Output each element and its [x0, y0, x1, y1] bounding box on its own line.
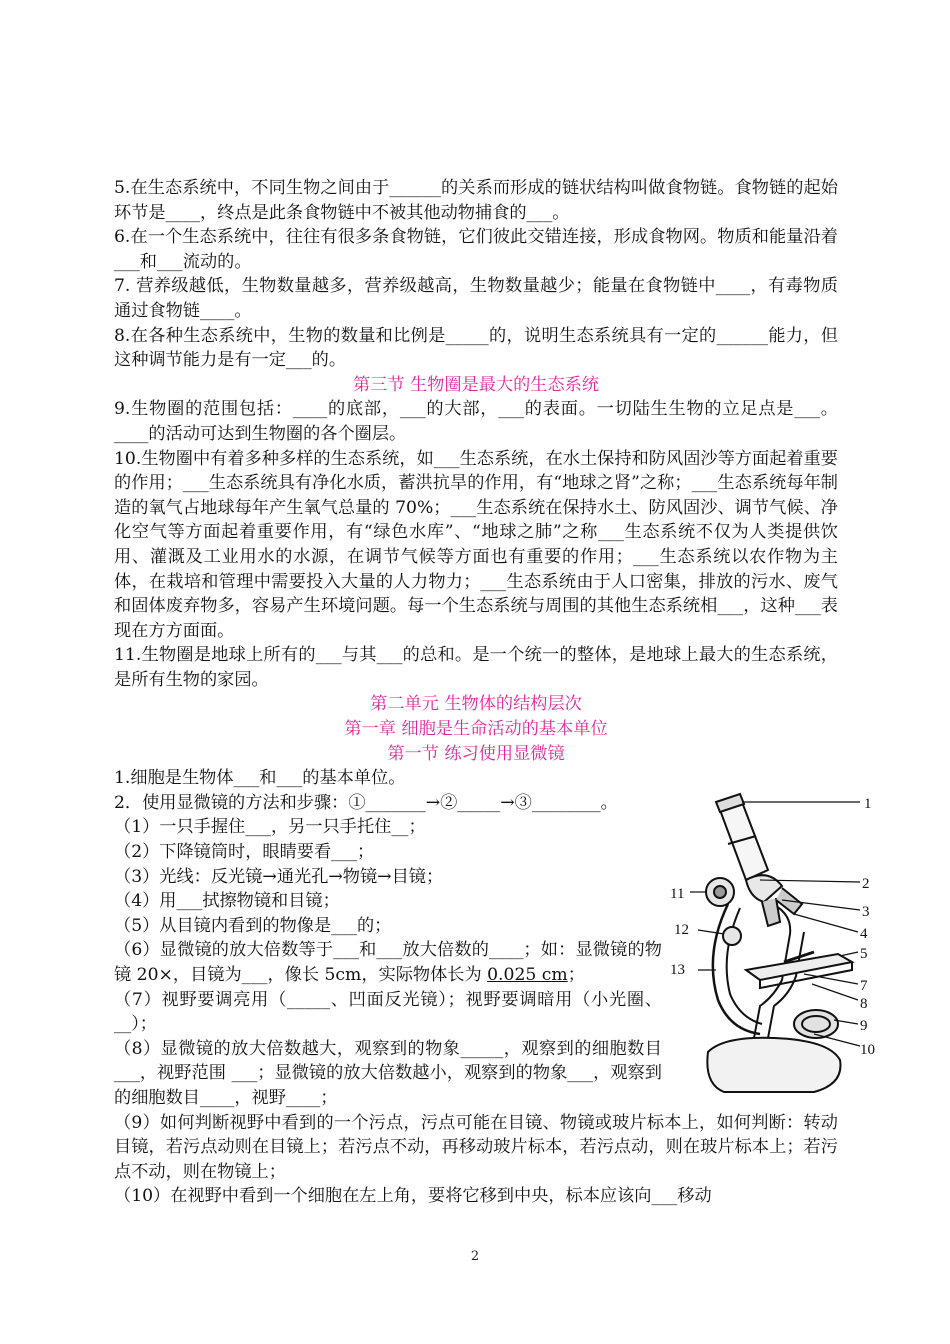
- figure-label-5: 5: [860, 946, 868, 962]
- step-1: （1）一只手握住___，另一只手托住__；: [114, 817, 426, 838]
- figure-label-4: 4: [860, 926, 868, 942]
- figure-label-1: 1: [864, 796, 872, 812]
- question-10: 10.生物圈中有着多种多样的生态系统，如___生态系统，在水土保持和防风固沙等方面起着重要的作用；___生态系统具有净化水质，蓄洪抗旱的作用，有“地球之肾”之称；___生态系统每年制造的氧气占地球每年产生氧气总量的 70%；___生态系统在保持水土、防风固沙、调节气候、净化空气等方面起着重要作用，有“绿色水库”、“地球之肺”之称___生态系统不仅为人类提供饮用、灌溉及工业用水的水源，在调节气候等方面也有重要的作用；___生态系统以农作物为主体，在栽培和管理中需要投入大量的人力物力；___生态系统由于人口密集，排放的污水、废气和固体废弃物多，容易产生环境问题。每一个生态系统与周围的其他生态系统相___，这种___表现在方方面面。: [114, 448, 838, 641]
- unit-heading: 第二单元 生物体的结构层次: [370, 694, 582, 715]
- step-4: （4）用___拭擦物镜和目镜；: [114, 891, 340, 912]
- figure-label-10: 10: [860, 1042, 875, 1058]
- question-5: 5.在生态系统中，不同生物之间由于______的关系而形成的链状结构叫做食物链。食物链的起始环节是____，终点是此条食物链中不被其他动物捕食的___。: [114, 178, 838, 223]
- figure-label-3: 3: [862, 904, 870, 920]
- figure-label-9: 9: [860, 1018, 868, 1034]
- step-8: （8）显微镜的放大倍数越大，观察到的物象_____，观察到的细胞数目___，视野范围 ___；显微镜的放大倍数越小，观察到的物象___，观察到的细胞数目____，视野____；: [114, 1038, 662, 1108]
- section-heading-3: 第三节 生物圈是最大的生态系统: [352, 374, 600, 395]
- step-6-answer: 0.025 cm: [487, 965, 568, 985]
- step-6: [114, 938, 662, 987]
- question-1: 1.细胞是生物体___和___的基本单位。: [114, 768, 406, 789]
- microscope-base: [707, 1038, 840, 1092]
- chapter-heading: 第一章 细胞是生命活动的基本单位: [344, 719, 608, 740]
- body-tube: [720, 802, 768, 880]
- step-7: （7）视野要调亮用（_____、凹面反光镜）；视野要调暗用（小光圈、__）；: [114, 989, 662, 1035]
- question-8: 8.在各种生态系统中，生物的数量和比例是_____的，说明生态系统具有一定的______能力，但这种调节能力是有一定___的。: [114, 325, 838, 371]
- figure-label-13: 13: [670, 962, 685, 978]
- mirror: [794, 1010, 838, 1038]
- microscope-diagram: [664, 784, 886, 1098]
- question-2: 2．使用显微镜的方法和步骤：①_______→②_____→③________。: [114, 792, 618, 813]
- question-7: 7. 营养级越低，生物数量越多，营养级越高，生物数量越少；能量在食物链中____，有毒物质通过食物链____。: [114, 276, 838, 321]
- page-number: 2: [470, 1249, 480, 1264]
- question-9: 9.生物圈的范围包括：____的底部，___的大部，___的表面。一切陆生生物的立足点是___。____的活动可达到生物圈的各个圈层。: [114, 399, 838, 444]
- figure-label-8: 8: [860, 996, 868, 1012]
- figure-label-12: 12: [674, 922, 689, 938]
- step-6-end: ；: [567, 965, 585, 985]
- step-10: （10）在视野中看到一个细胞在左上角，要将它移到中央，标本应该向___移动: [114, 1186, 712, 1207]
- fine-knob: [723, 927, 741, 945]
- figure-label-11: 11: [670, 886, 685, 902]
- figure-label-7: 7: [860, 978, 868, 994]
- step-9: （9）如何判断视野中看到的一个污点，污点可能在目镜、物镜或玻片标本上，如何判断：转动目镜，若污点动则在目镜上；若污点不动，再移动玻片标本，若污点动，则在玻片标本上；若污点不动，则在物镜上；: [114, 1112, 838, 1182]
- step-3: （3）光线：反光镜→通光孔→物镜→目镜；: [114, 866, 444, 887]
- section-heading-1: 第一节 练习使用显微镜: [387, 743, 565, 764]
- figure-label-2: 2: [862, 876, 870, 892]
- step-6-text: （6）显微镜的放大倍数等于___和___放大倍数的____；如：显微镜的物镜 20×，目镜为___，像长 5cm，实际物体长为: [114, 940, 662, 985]
- step-5: （5）从目镜内看到的物像是___的；: [114, 915, 392, 936]
- step-2: （2）下降镜筒时，眼睛要看___；: [114, 842, 375, 863]
- question-6: 6.在一个生态系统中，往往有很多条食物链，它们彼此交错连接，形成食物网。物质和能量沿着___和___流动的。: [114, 227, 838, 272]
- question-11: 11.生物圈是地球上所有的___与其___的总和。是一个统一的整体，是地球上最大的生态系统，是所有生物的家园。: [114, 645, 838, 690]
